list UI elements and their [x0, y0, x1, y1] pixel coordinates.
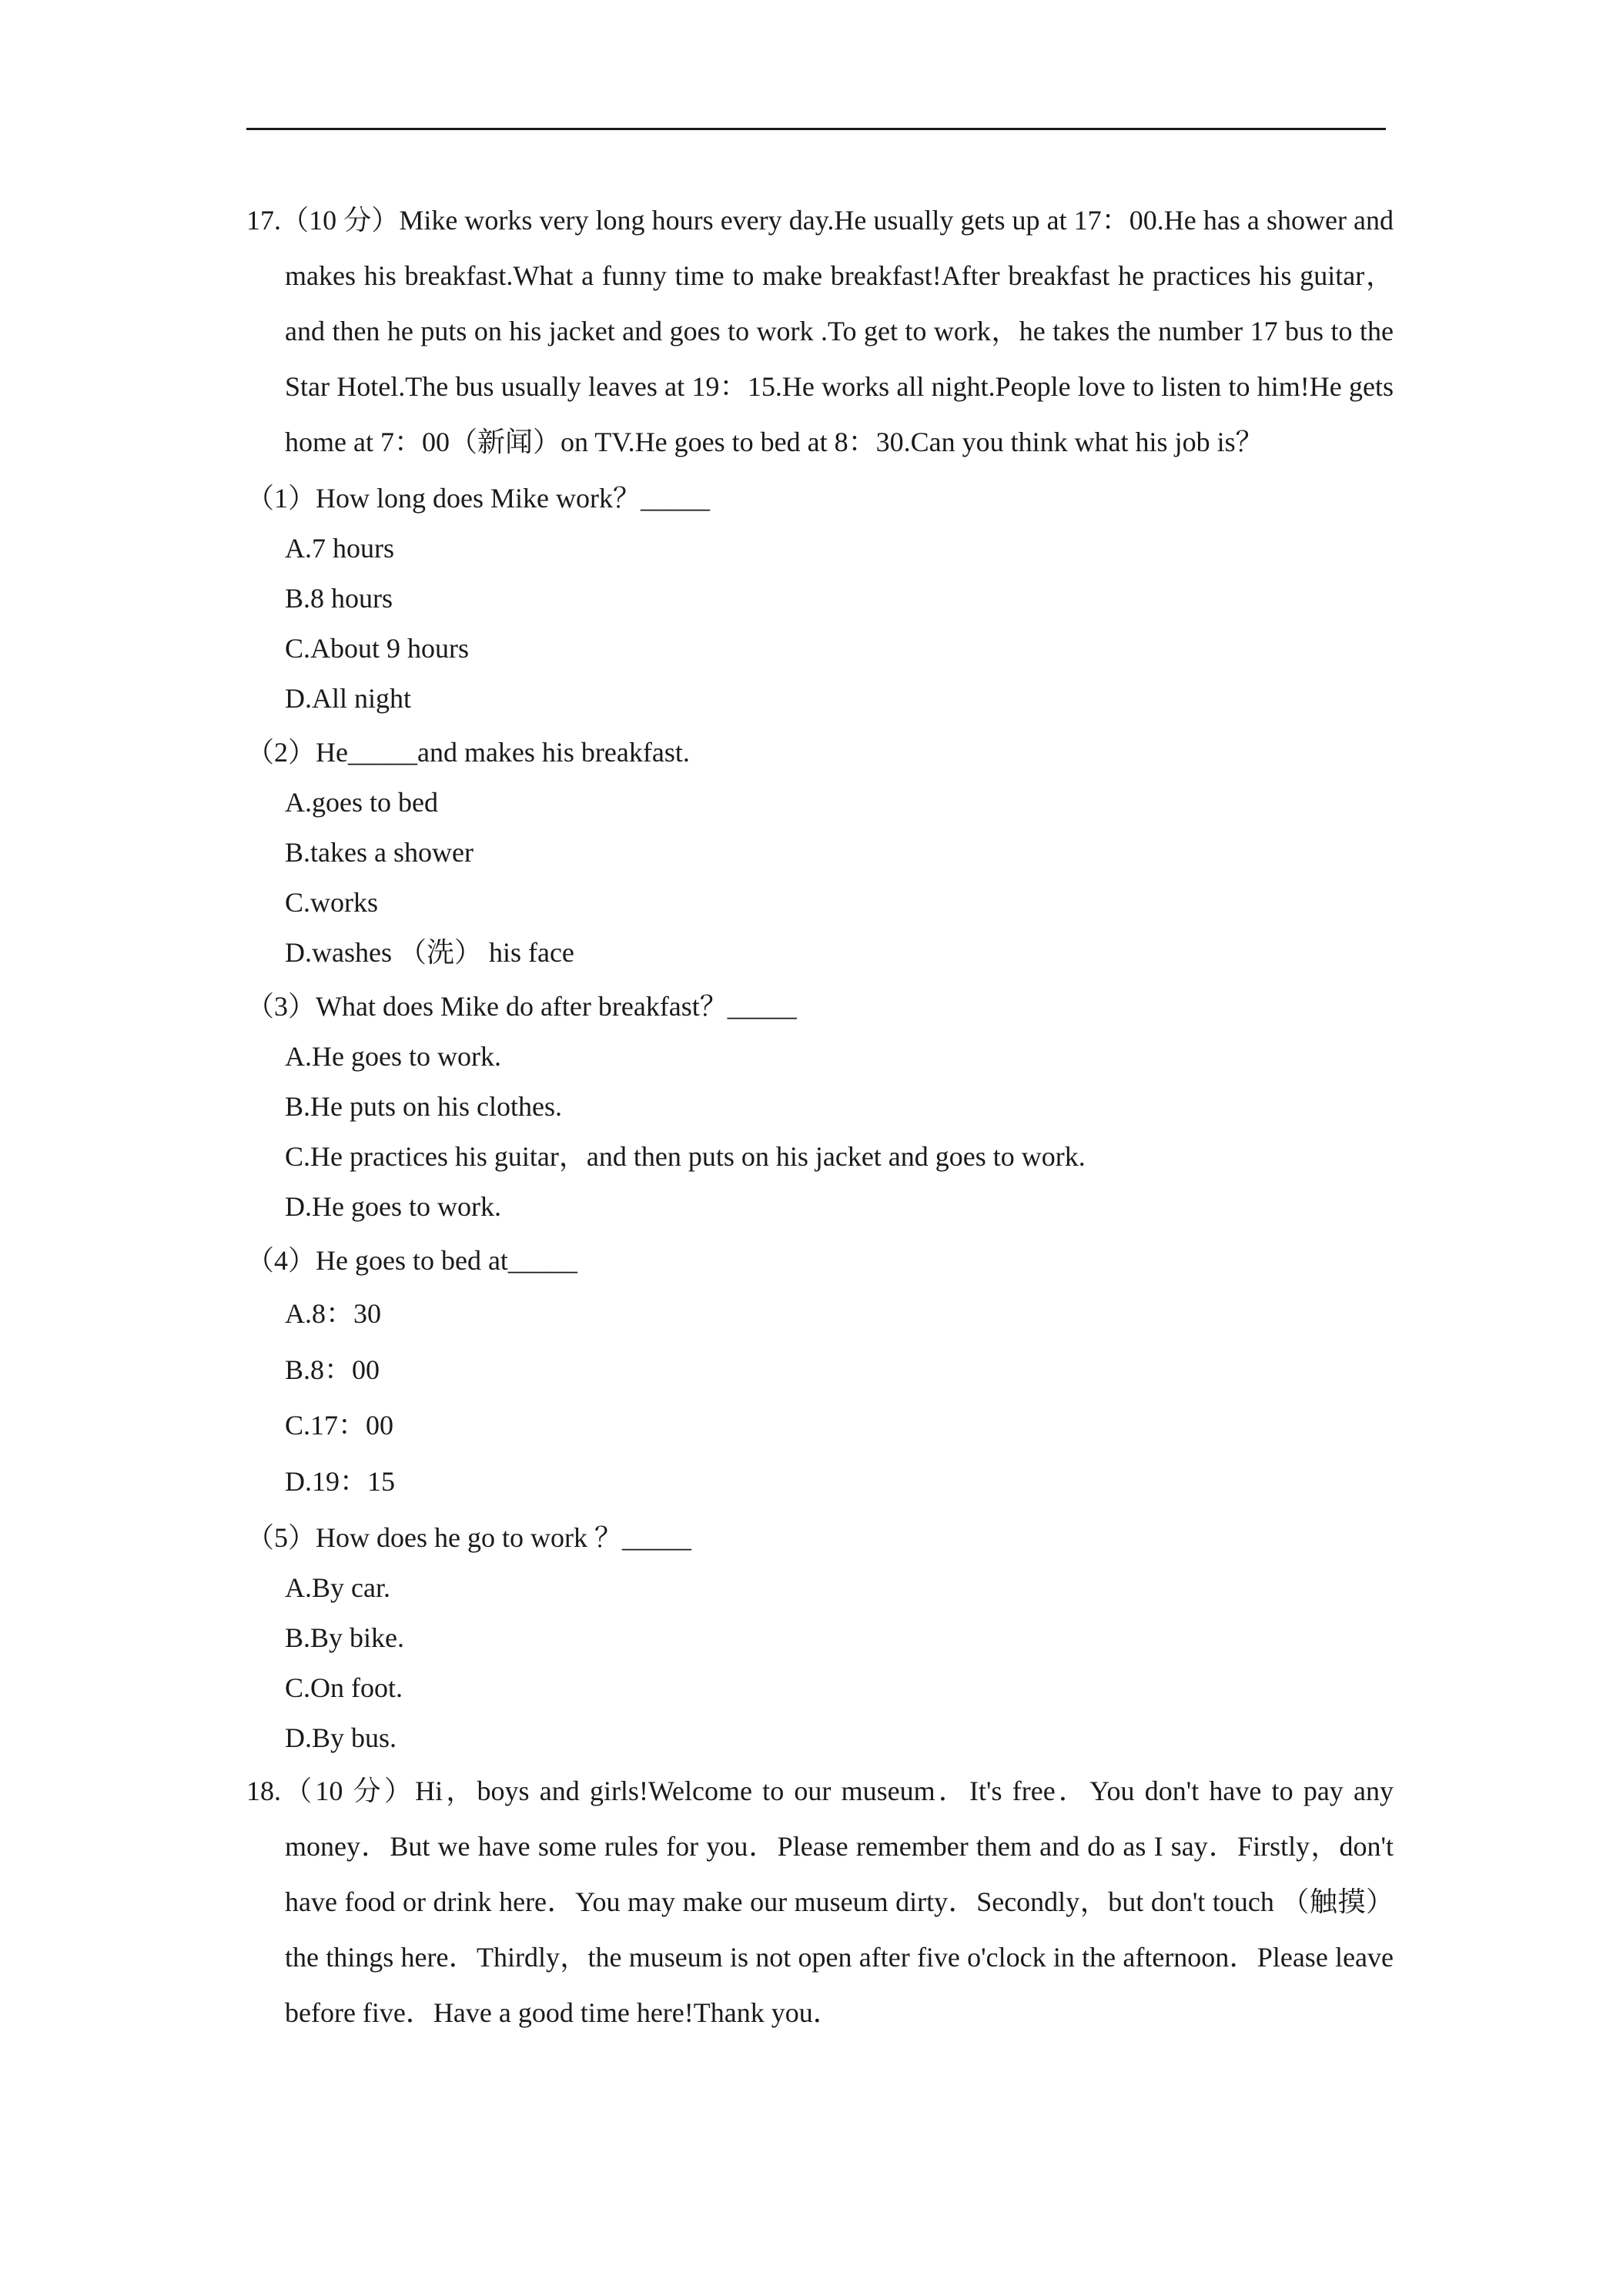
q17-sub2 [246, 727, 1394, 978]
question-4-stem: （4）He goes to bed at_____ [246, 1245, 577, 1276]
q4-option-d: D.19：15 [285, 1465, 395, 1497]
q1-option-d: D.All night [285, 683, 412, 714]
q18-passage: 18.（10 分）Hi，boys and girls!Welcome to our museum．It's free．You don't have to pay any money．But we have some rules for you．Please remember them and do as I say．Firstly，don't have food or drink here．You may make our museum dirty．Secondly，but don't touch （触摸）the things here．Thirdly，the museum is not open after five o'clock in the afternoon．Please leave before five．Have a good time here!Thank you． [246, 1776, 1394, 2028]
q17-passage: 17.（10 分）Mike works very long hours every day.He usually gets up at 17：00.He has a shower and makes his breakfast.What a funny time to make breakfast!After breakfast he practices his guitar，and then he puts on his jacket and goes to work .To get to work，he takes the number 17 bus to the Star Hotel.The bus usually leaves at 19：15.He works all night.People love to listen to him!He gets home at 7：00（新闻）on TV.He goes to bed at 8：30.Can you think what his job is？ [246, 205, 1394, 457]
q17-sub3 [246, 981, 1394, 1232]
q3-option-a: A.He goes to work. [285, 1041, 501, 1072]
q5-option-b: B.By bike. [285, 1622, 405, 1653]
exam-content [246, 192, 1394, 2040]
q4-option-a: A.8：30 [285, 1298, 381, 1329]
q4-option-c: C.17：00 [285, 1410, 394, 1441]
q2-option-c: C.works [285, 887, 379, 918]
q2-option-d: D.washes （洗） his face [285, 937, 574, 968]
header-rule [246, 128, 1386, 130]
q3-option-d: D.He goes to work. [285, 1191, 501, 1222]
question-3-stem: （3）What does Mike do after breakfast？_____ [246, 991, 797, 1022]
q1-option-b: B.8 hours [285, 583, 393, 614]
question-2-stem: （2）He_____and makes his breakfast. [246, 737, 690, 768]
q5-option-c: C.On foot. [285, 1672, 403, 1703]
q3-option-c: C.He practices his guitar，and then puts on his jacket and goes to work. [285, 1141, 1086, 1172]
q1-option-a: A.7 hours [285, 533, 394, 564]
q2-option-a: A.goes to bed [285, 787, 438, 818]
q17-sub5 [246, 1512, 1394, 1763]
q5-option-a: A.By car. [285, 1572, 390, 1603]
question-1-stem: （1）How long does Mike work？_____ [246, 483, 710, 514]
q3-option-b: B.He puts on his clothes. [285, 1091, 562, 1122]
q17-sub4 [246, 1235, 1394, 1509]
q2-option-b: B.takes a shower [285, 837, 474, 868]
q4-option-b: B.8：00 [285, 1354, 380, 1385]
q17-sub1 [246, 473, 1394, 724]
q5-option-d: D.By bus. [285, 1722, 397, 1753]
q1-option-c: C.About 9 hours [285, 633, 470, 664]
question-5-stem: （5）How does he go to work ？_____ [246, 1522, 691, 1553]
